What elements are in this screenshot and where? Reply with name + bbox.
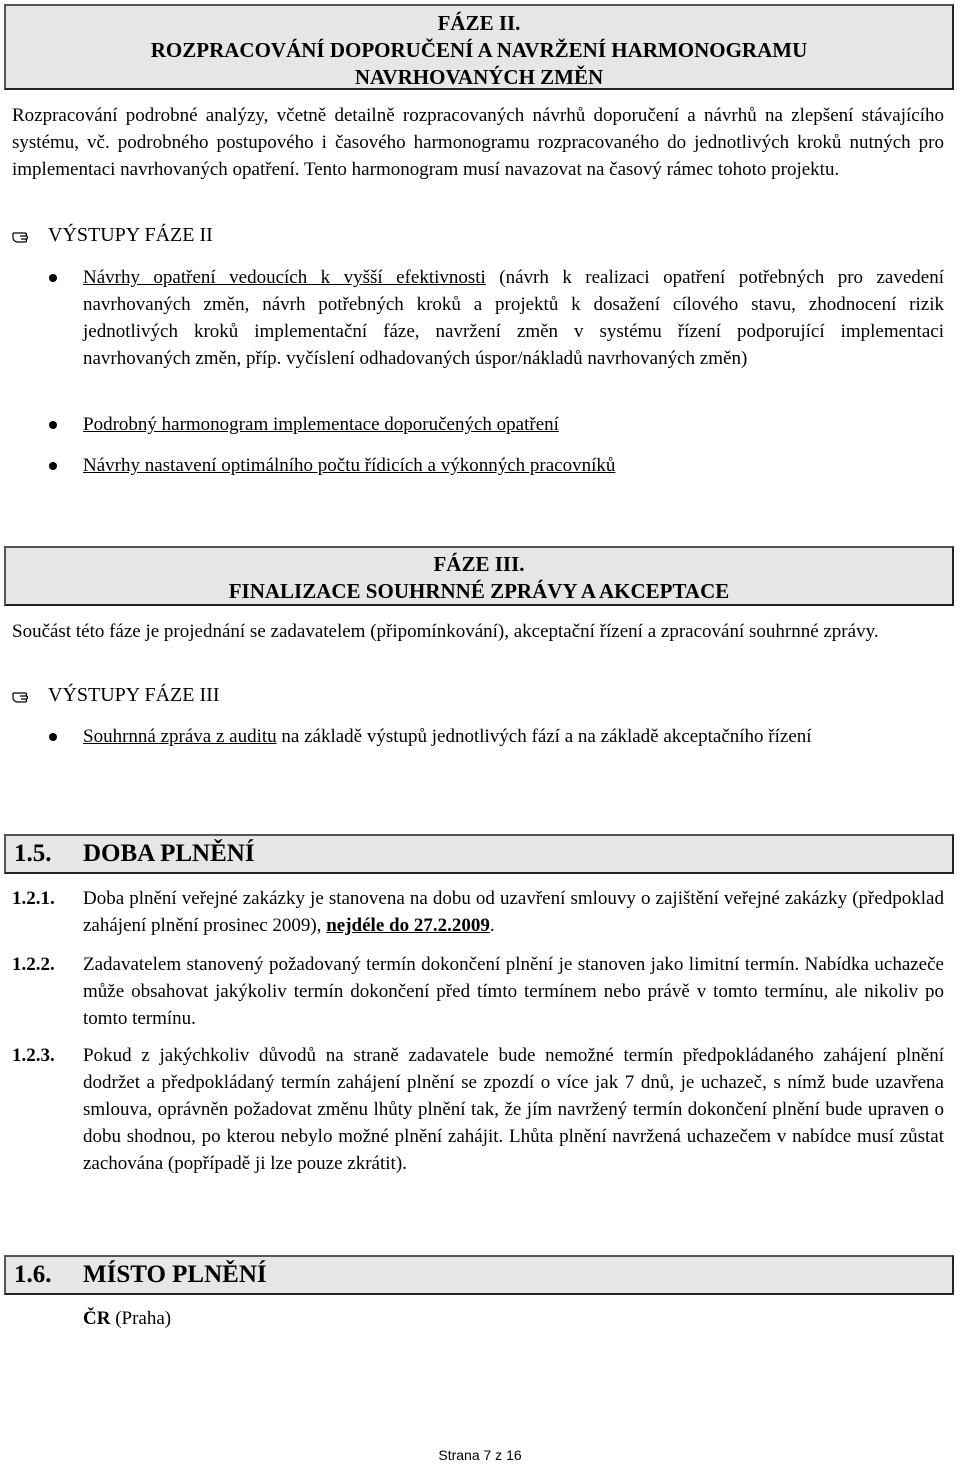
list-item-text [83, 723, 944, 750]
phase3-heading-box [4, 546, 954, 606]
phase3-description: Součást této fáze je projednání se zadavatelem (připomínkování), akceptační řízení a zpracování souhrnné zprávy. [12, 621, 879, 642]
clause-number: 1.2.2. [12, 954, 55, 975]
clause-text: Zadavatelem stanovený požadovaný termín dokončení plnění je stanoven jako limitní termín. Nabídka uchazeče může obsahovat jakýkoliv termín dokončení před tímto termínem nebo právě v tomto termínu, ale nikoliv po tomto termínu. [83, 954, 944, 1029]
clause-text-after: . [489, 915, 495, 936]
section-number: 1.5. [14, 840, 52, 867]
section-title: DOBA PLNĚNÍ [83, 840, 255, 867]
clause-text-before: Doba plnění veřejné zakázky je stanovena na dobu od uzavření smlouvy o zajištění veřejné zakázky (předpoklad zahájení plnění prosinec 2009), [83, 888, 944, 936]
list-item-rest: na základě výstupů jednotlivých fází a na základě akceptačního řízení [276, 726, 812, 747]
section-heading-doba-plneni [4, 834, 954, 874]
phase2-heading-line3: NAVRHOVANÝCH ZMĚN [354, 65, 604, 89]
phase2-heading-line2: ROZPRACOVÁNÍ DOPORUČENÍ A NAVRŽENÍ HARMONOGRAMU [150, 38, 808, 62]
list-item [12, 264, 944, 399]
list-item [12, 411, 944, 438]
list-item-underlined: Podrobný harmonogram implementace doporučených opatření [83, 414, 559, 435]
bullet-icon [49, 462, 57, 470]
phase3-outputs-heading [12, 682, 219, 709]
clause-number: 1.2.1. [12, 888, 55, 909]
list-item-rest: (návrh k realizaci opatření potřebných pro zavedení navrhovaných změn, návrh potřebných kroků a projektů k dosažení cílového stavu, zhodnocení rizik jednotlivých kroků implementační fáze, navržení změn v systému řízení podporující implementaci navrhovaných změn, příp. vyčíslení odhadovaných úspor/nákladů navrhovaných změn) [83, 267, 944, 369]
numbered-clause [12, 951, 944, 1032]
list-item [12, 723, 944, 777]
list-item-underlined: Souhrnná zpráva z auditu [83, 726, 277, 747]
list-item-underlined: Návrhy nastavení optimálního počtu řídicích a výkonných pracovníků [83, 455, 616, 476]
phase3-heading-line2: FINALIZACE SOUHRNNÉ ZPRÁVY A AKCEPTACE [228, 579, 730, 603]
clause-deadline: nejdéle do 27.2.2009 [326, 915, 490, 936]
list-item [12, 452, 944, 479]
phase2-outputs-heading [12, 222, 213, 249]
section-title: MÍSTO PLNĚNÍ [83, 1261, 267, 1288]
bullet-icon [49, 733, 57, 741]
pointing-hand-icon [12, 228, 36, 244]
page-footer: Strana 7 z 16 [438, 1447, 522, 1463]
numbered-clause [12, 885, 944, 939]
list-item-underlined: Návrhy opatření vedoucích k vyšší efektivnosti [83, 267, 486, 288]
place-country: ČR [83, 1308, 111, 1329]
clause-text: Pokud z jakýchkoliv důvodů na straně zadavatele bude nemožné termín předpokládaného zahájení plnění dodržet a předpokládaný termín zahájení plnění se zpozdí o více jak 7 dnů, je uchazeč, s nímž bude uzavřena smlouva, oprávněn požadovat změnu lhůty plnění tak, že jím navržený termín dokončení plnění bude upraven o dobu shodnou, po kterou nebylo možné plnění zahájit. Lhůta plnění navržená uchazečem v nabídce musí zůstat zachována (popřípadě ji lze pouze zkrátit). [83, 1045, 944, 1174]
section-heading-misto-plneni [4, 1255, 954, 1295]
bullet-icon [49, 274, 57, 282]
place-city: (Praha) [110, 1308, 172, 1329]
phase2-outputs-heading-text: VÝSTUPY FÁZE II [48, 224, 213, 246]
phase3-heading-line1: FÁZE III. [433, 552, 525, 576]
phase2-description: Rozpracování podrobné analýzy, včetně detailně rozpracovaných návrhů doporučení a návrhů na zlepšení stávajícího systému, vč. podrobného postupového i časového harmonogramu rozpracovaného do jednotlivých kroků nutných pro implementaci navrhovaných opatření. Tento harmonogram musí navazovat na časový rámec tohoto projektu. [12, 105, 944, 180]
place-of-performance [83, 1305, 171, 1332]
phase2-heading-line1: FÁZE II. [437, 11, 521, 35]
phase2-heading-box [4, 4, 954, 90]
phase3-outputs-heading-text: VÝSTUPY FÁZE III [48, 684, 220, 706]
list-item-text [83, 411, 944, 438]
section-number: 1.6. [14, 1261, 52, 1288]
list-item-text [83, 264, 944, 372]
list-item-text [83, 452, 944, 479]
clause-number: 1.2.3. [12, 1045, 55, 1066]
numbered-clause [12, 1042, 944, 1204]
clause-text [83, 885, 944, 939]
bullet-icon [49, 421, 57, 429]
pointing-hand-icon [12, 688, 36, 704]
